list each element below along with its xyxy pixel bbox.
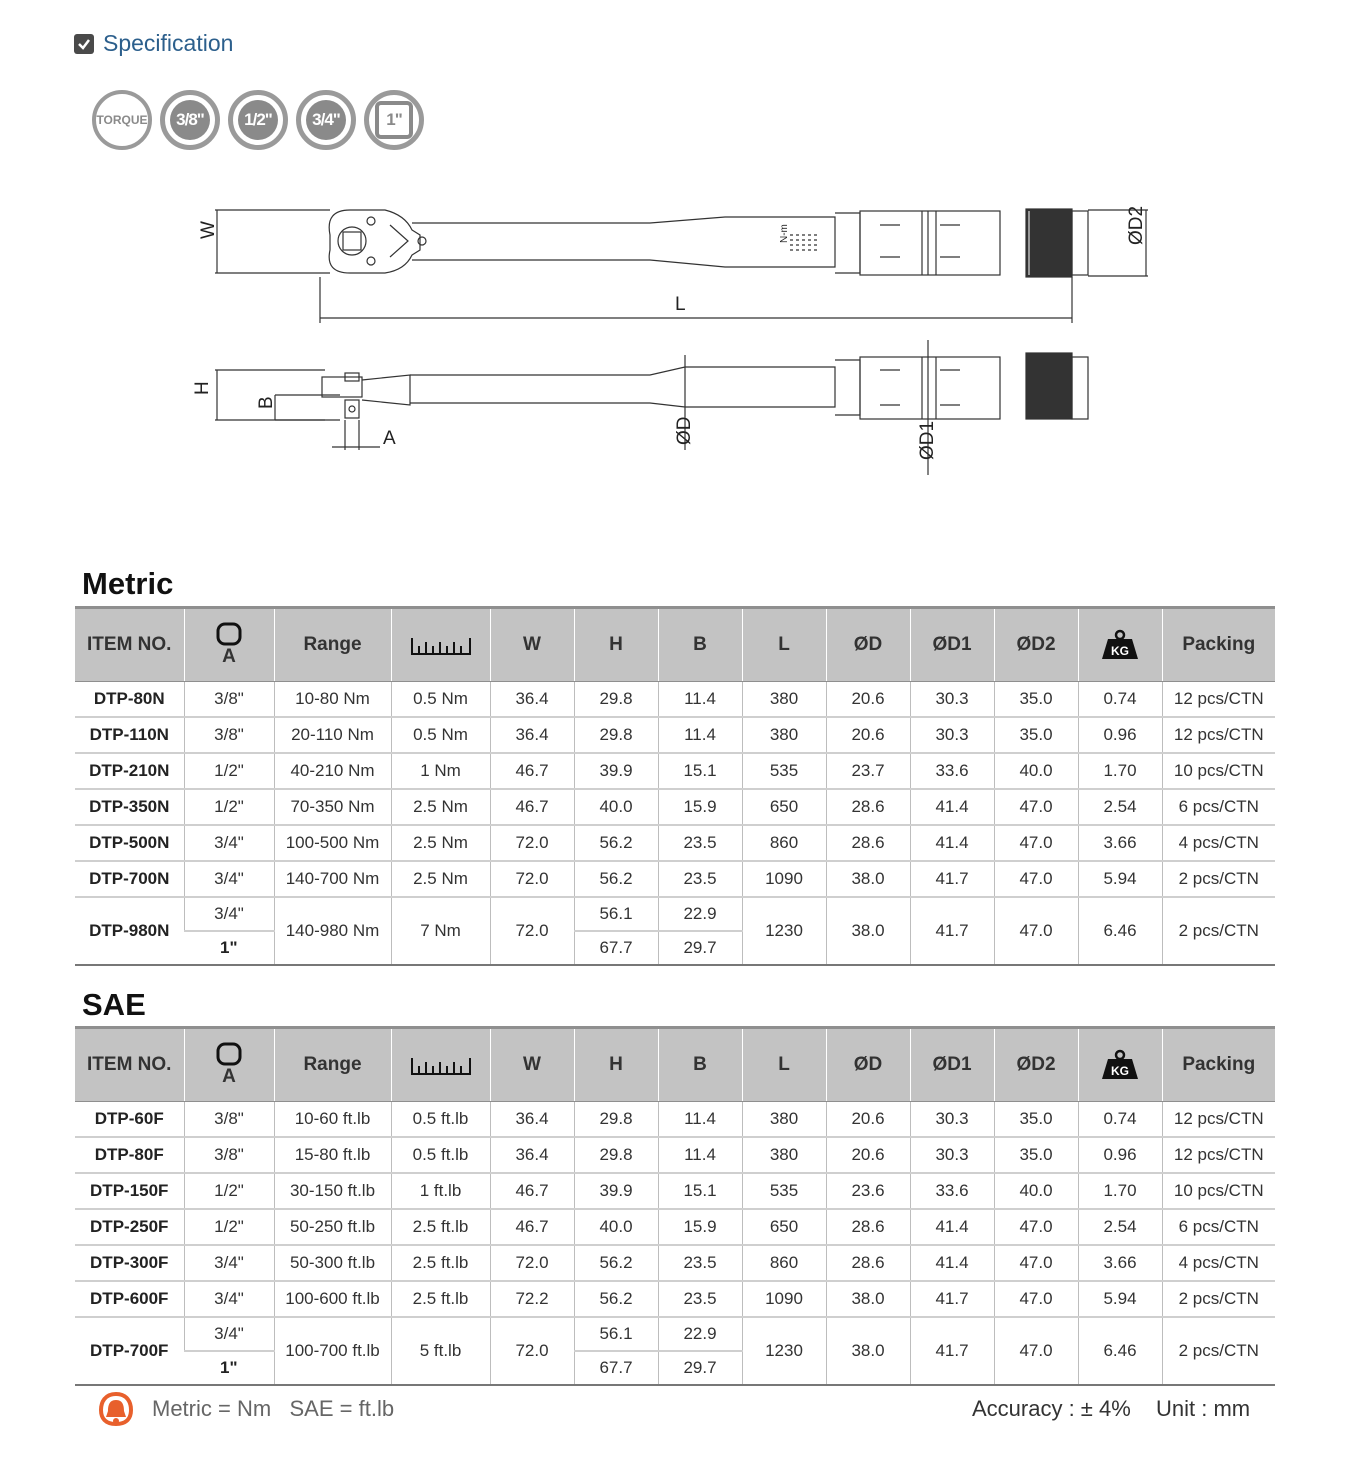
cell-d: 23.7 bbox=[826, 753, 910, 789]
header-d2: ØD2 bbox=[994, 608, 1078, 682]
cell-d2: 40.0 bbox=[994, 753, 1078, 789]
cell-item-no: DTP-250F bbox=[75, 1209, 184, 1245]
cell-d1: 41.7 bbox=[910, 897, 994, 965]
cell-range: 20-110 Nm bbox=[274, 717, 391, 753]
cell-b: 22.9 bbox=[658, 897, 742, 931]
cell-l: 535 bbox=[742, 1173, 826, 1209]
cell-d2: 47.0 bbox=[994, 789, 1078, 825]
weight-kg-icon bbox=[1100, 1049, 1140, 1081]
metric-spec-table bbox=[75, 606, 1275, 966]
weight-kg-text: KG bbox=[1111, 1064, 1129, 1078]
cell-b: 11.4 bbox=[658, 717, 742, 753]
dim-d1-label: ØD1 bbox=[917, 420, 938, 460]
cell-drive: 3/4" bbox=[184, 1317, 274, 1351]
header-b: B bbox=[658, 608, 742, 682]
header-item-no: ITEM NO. bbox=[75, 608, 184, 682]
cell-drive: 1" bbox=[184, 1351, 274, 1385]
cell-b: 11.4 bbox=[658, 1137, 742, 1173]
dim-h-label: H bbox=[192, 381, 213, 395]
cell-d1: 30.3 bbox=[910, 1137, 994, 1173]
cell-b: 11.4 bbox=[658, 1102, 742, 1138]
cell-scale: 7 Nm bbox=[391, 897, 490, 965]
unit-label: Unit : mm bbox=[1156, 1396, 1251, 1421]
scale-nm-label: N-m bbox=[779, 224, 790, 243]
cell-d: 28.6 bbox=[826, 825, 910, 861]
weight-kg-text: KG bbox=[1111, 644, 1129, 658]
table-row bbox=[75, 1245, 1275, 1281]
header-b: B bbox=[658, 1028, 742, 1102]
cell-d: 38.0 bbox=[826, 861, 910, 897]
cell-d2: 47.0 bbox=[994, 861, 1078, 897]
specification-title[interactable]: Specification bbox=[103, 30, 234, 56]
cell-range: 50-300 ft.lb bbox=[274, 1245, 391, 1281]
cell-d2: 47.0 bbox=[994, 1281, 1078, 1317]
cell-weight: 3.66 bbox=[1078, 1245, 1162, 1281]
cell-range: 100-600 ft.lb bbox=[274, 1281, 391, 1317]
cell-scale: 0.5 ft.lb bbox=[391, 1137, 490, 1173]
dim-a-label: A bbox=[383, 428, 396, 449]
table-row bbox=[75, 717, 1275, 753]
header-w: W bbox=[490, 608, 574, 682]
cell-h: 56.2 bbox=[574, 861, 658, 897]
header-drive bbox=[184, 608, 274, 682]
cell-w: 46.7 bbox=[490, 753, 574, 789]
cell-w: 72.2 bbox=[490, 1281, 574, 1317]
cell-item-no: DTP-350N bbox=[75, 789, 184, 825]
square-drive-icon bbox=[216, 1042, 242, 1066]
cell-l: 650 bbox=[742, 1209, 826, 1245]
cell-w: 36.4 bbox=[490, 717, 574, 753]
cell-drive: 1/2" bbox=[184, 1173, 274, 1209]
cell-d: 28.6 bbox=[826, 1245, 910, 1281]
cell-range: 15-80 ft.lb bbox=[274, 1137, 391, 1173]
cell-l: 650 bbox=[742, 789, 826, 825]
header-w: W bbox=[490, 1028, 574, 1102]
cell-d2: 47.0 bbox=[994, 1209, 1078, 1245]
cell-l: 1090 bbox=[742, 861, 826, 897]
table-row bbox=[75, 1281, 1275, 1317]
cell-packing: 2 pcs/CTN bbox=[1162, 861, 1275, 897]
cell-range: 10-80 Nm bbox=[274, 682, 391, 718]
cell-d1: 41.4 bbox=[910, 825, 994, 861]
cell-d: 38.0 bbox=[826, 1317, 910, 1385]
cell-h: 40.0 bbox=[574, 1209, 658, 1245]
cell-w: 72.0 bbox=[490, 1245, 574, 1281]
cell-b: 15.1 bbox=[658, 1173, 742, 1209]
cell-h: 56.1 bbox=[574, 897, 658, 931]
cell-d: 20.6 bbox=[826, 1102, 910, 1138]
header-h: H bbox=[574, 1028, 658, 1102]
cell-b: 23.5 bbox=[658, 1281, 742, 1317]
cell-drive: 1/2" bbox=[184, 1209, 274, 1245]
cell-d1: 41.7 bbox=[910, 861, 994, 897]
cell-d1: 33.6 bbox=[910, 1173, 994, 1209]
bell-note-icon bbox=[95, 1390, 137, 1430]
header-range: Range bbox=[274, 1028, 391, 1102]
cell-w: 72.0 bbox=[490, 1317, 574, 1385]
cell-w: 46.7 bbox=[490, 1173, 574, 1209]
cell-item-no: DTP-80F bbox=[75, 1137, 184, 1173]
cell-scale: 0.5 Nm bbox=[391, 717, 490, 753]
cell-b: 29.7 bbox=[658, 931, 742, 965]
cell-packing: 2 pcs/CTN bbox=[1162, 897, 1275, 965]
cell-drive: 1" bbox=[184, 931, 274, 965]
cell-drive: 3/8" bbox=[184, 1137, 274, 1173]
cell-w: 72.0 bbox=[490, 825, 574, 861]
cell-drive: 1/2" bbox=[184, 789, 274, 825]
unit-note: Metric = Nm SAE = ft.lb bbox=[152, 1396, 395, 1421]
cell-packing: 12 pcs/CTN bbox=[1162, 1102, 1275, 1138]
cell-l: 1230 bbox=[742, 897, 826, 965]
cell-d2: 35.0 bbox=[994, 1102, 1078, 1138]
cell-drive: 3/4" bbox=[184, 1281, 274, 1317]
torque-icon: TORQUE bbox=[92, 90, 152, 150]
cell-scale: 2.5 Nm bbox=[391, 861, 490, 897]
cell-weight: 6.46 bbox=[1078, 897, 1162, 965]
cell-b: 22.9 bbox=[658, 1317, 742, 1351]
cell-range: 140-700 Nm bbox=[274, 861, 391, 897]
cell-l: 1230 bbox=[742, 1317, 826, 1385]
cell-range: 100-500 Nm bbox=[274, 825, 391, 861]
cell-scale: 0.5 Nm bbox=[391, 682, 490, 718]
cell-b: 29.7 bbox=[658, 1351, 742, 1385]
cell-h: 40.0 bbox=[574, 789, 658, 825]
header-weight bbox=[1078, 1028, 1162, 1102]
header-packing: Packing bbox=[1162, 608, 1275, 682]
ruler-scale-icon bbox=[410, 1054, 472, 1076]
spec-footer bbox=[75, 1382, 1275, 1434]
header-d2: ØD2 bbox=[994, 1028, 1078, 1102]
sae-table-body bbox=[75, 1102, 1275, 1386]
cell-weight: 0.96 bbox=[1078, 717, 1162, 753]
table-row bbox=[75, 897, 1275, 931]
cell-d: 28.6 bbox=[826, 1209, 910, 1245]
cell-h: 56.2 bbox=[574, 1281, 658, 1317]
cell-b: 15.9 bbox=[658, 789, 742, 825]
cell-item-no: DTP-500N bbox=[75, 825, 184, 861]
cell-item-no: DTP-980N bbox=[75, 897, 184, 965]
cell-d: 20.6 bbox=[826, 682, 910, 718]
cell-range: 30-150 ft.lb bbox=[274, 1173, 391, 1209]
cell-d2: 47.0 bbox=[994, 897, 1078, 965]
wrench-dimension-diagram bbox=[180, 195, 1180, 485]
cell-d1: 41.4 bbox=[910, 1209, 994, 1245]
table-row bbox=[75, 1173, 1275, 1209]
cell-h: 29.8 bbox=[574, 1102, 658, 1138]
cell-w: 36.4 bbox=[490, 1102, 574, 1138]
table-row bbox=[75, 682, 1275, 718]
cell-b: 23.5 bbox=[658, 861, 742, 897]
cell-l: 380 bbox=[742, 682, 826, 718]
cell-range: 140-980 Nm bbox=[274, 897, 391, 965]
cell-range: 10-60 ft.lb bbox=[274, 1102, 391, 1138]
table-row bbox=[75, 825, 1275, 861]
drive-size-badges bbox=[92, 90, 424, 150]
cell-l: 535 bbox=[742, 753, 826, 789]
cell-packing: 6 pcs/CTN bbox=[1162, 789, 1275, 825]
cell-h: 56.1 bbox=[574, 1317, 658, 1351]
cell-packing: 6 pcs/CTN bbox=[1162, 1209, 1275, 1245]
cell-d1: 30.3 bbox=[910, 682, 994, 718]
cell-weight: 0.74 bbox=[1078, 1102, 1162, 1138]
cell-w: 36.4 bbox=[490, 682, 574, 718]
header-scale bbox=[391, 608, 490, 682]
cell-d1: 41.4 bbox=[910, 1245, 994, 1281]
header-drive-label: A bbox=[222, 1066, 236, 1087]
cell-b: 11.4 bbox=[658, 682, 742, 718]
dim-l-label: L bbox=[675, 294, 686, 315]
header-d: ØD bbox=[826, 608, 910, 682]
cell-l: 380 bbox=[742, 1102, 826, 1138]
cell-h: 39.9 bbox=[574, 753, 658, 789]
table-header-row bbox=[75, 1028, 1275, 1102]
header-item-no: ITEM NO. bbox=[75, 1028, 184, 1102]
metric-table-body bbox=[75, 682, 1275, 966]
cell-d1: 41.7 bbox=[910, 1317, 994, 1385]
cell-h: 39.9 bbox=[574, 1173, 658, 1209]
table-row bbox=[75, 753, 1275, 789]
drive-1-icon: 1" bbox=[364, 90, 424, 150]
cell-range: 40-210 Nm bbox=[274, 753, 391, 789]
header-h: H bbox=[574, 608, 658, 682]
cell-d: 20.6 bbox=[826, 717, 910, 753]
header-d: ØD bbox=[826, 1028, 910, 1102]
cell-weight: 1.70 bbox=[1078, 1173, 1162, 1209]
cell-d: 20.6 bbox=[826, 1137, 910, 1173]
cell-l: 1090 bbox=[742, 1281, 826, 1317]
header-drive-label: A bbox=[222, 646, 236, 667]
cell-scale: 2.5 Nm bbox=[391, 789, 490, 825]
cell-range: 100-700 ft.lb bbox=[274, 1317, 391, 1385]
cell-d2: 35.0 bbox=[994, 1137, 1078, 1173]
cell-d2: 47.0 bbox=[994, 825, 1078, 861]
header-l: L bbox=[742, 1028, 826, 1102]
cell-range: 50-250 ft.lb bbox=[274, 1209, 391, 1245]
cell-d2: 47.0 bbox=[994, 1245, 1078, 1281]
cell-packing: 2 pcs/CTN bbox=[1162, 1317, 1275, 1385]
cell-drive: 3/8" bbox=[184, 717, 274, 753]
cell-d: 38.0 bbox=[826, 897, 910, 965]
cell-d1: 30.3 bbox=[910, 717, 994, 753]
cell-item-no: DTP-60F bbox=[75, 1102, 184, 1138]
cell-scale: 1 ft.lb bbox=[391, 1173, 490, 1209]
cell-h: 67.7 bbox=[574, 1351, 658, 1385]
table-row bbox=[75, 1102, 1275, 1138]
cell-h: 29.8 bbox=[574, 682, 658, 718]
cell-drive: 3/4" bbox=[184, 825, 274, 861]
cell-weight: 3.66 bbox=[1078, 825, 1162, 861]
cell-scale: 0.5 ft.lb bbox=[391, 1102, 490, 1138]
cell-d1: 33.6 bbox=[910, 753, 994, 789]
dim-w-label: W bbox=[198, 221, 219, 239]
cell-l: 380 bbox=[742, 1137, 826, 1173]
cell-d: 28.6 bbox=[826, 789, 910, 825]
sae-title: SAE bbox=[82, 987, 146, 1022]
cell-weight: 2.54 bbox=[1078, 1209, 1162, 1245]
drive-3-4-icon: 3/4" bbox=[296, 90, 356, 150]
cell-h: 56.2 bbox=[574, 825, 658, 861]
cell-drive: 3/4" bbox=[184, 1245, 274, 1281]
header-d1: ØD1 bbox=[910, 608, 994, 682]
table-row bbox=[75, 861, 1275, 897]
specification-toggle[interactable] bbox=[74, 30, 233, 57]
table-row bbox=[75, 1137, 1275, 1173]
drive-1-2-icon: 1/2" bbox=[228, 90, 288, 150]
header-packing: Packing bbox=[1162, 1028, 1275, 1102]
cell-item-no: DTP-210N bbox=[75, 753, 184, 789]
cell-drive: 3/8" bbox=[184, 1102, 274, 1138]
cell-weight: 5.94 bbox=[1078, 861, 1162, 897]
header-d1: ØD1 bbox=[910, 1028, 994, 1102]
cell-item-no: DTP-700N bbox=[75, 861, 184, 897]
cell-scale: 5 ft.lb bbox=[391, 1317, 490, 1385]
cell-scale: 1 Nm bbox=[391, 753, 490, 789]
cell-packing: 12 pcs/CTN bbox=[1162, 717, 1275, 753]
sae-spec-table bbox=[75, 1026, 1275, 1386]
cell-h: 29.8 bbox=[574, 1137, 658, 1173]
cell-w: 36.4 bbox=[490, 1137, 574, 1173]
cell-d: 23.6 bbox=[826, 1173, 910, 1209]
cell-h: 29.8 bbox=[574, 717, 658, 753]
cell-d1: 30.3 bbox=[910, 1102, 994, 1138]
cell-l: 860 bbox=[742, 1245, 826, 1281]
drive-3-8-icon: 3/8" bbox=[160, 90, 220, 150]
cell-b: 15.9 bbox=[658, 1209, 742, 1245]
cell-packing: 10 pcs/CTN bbox=[1162, 1173, 1275, 1209]
cell-d1: 41.4 bbox=[910, 789, 994, 825]
cell-weight: 5.94 bbox=[1078, 1281, 1162, 1317]
weight-kg-icon bbox=[1100, 629, 1140, 661]
cell-b: 23.5 bbox=[658, 1245, 742, 1281]
accuracy-note: Accuracy : ± 4% bbox=[972, 1396, 1131, 1421]
table-row bbox=[75, 1209, 1275, 1245]
cell-item-no: DTP-600F bbox=[75, 1281, 184, 1317]
cell-drive: 3/4" bbox=[184, 897, 274, 931]
cell-packing: 12 pcs/CTN bbox=[1162, 682, 1275, 718]
cell-packing: 4 pcs/CTN bbox=[1162, 1245, 1275, 1281]
cell-range: 70-350 Nm bbox=[274, 789, 391, 825]
dim-d-label: ØD bbox=[674, 416, 695, 445]
cell-weight: 6.46 bbox=[1078, 1317, 1162, 1385]
cell-w: 72.0 bbox=[490, 861, 574, 897]
cell-d1: 41.7 bbox=[910, 1281, 994, 1317]
cell-w: 46.7 bbox=[490, 1209, 574, 1245]
cell-scale: 2.5 Nm bbox=[391, 825, 490, 861]
cell-d2: 47.0 bbox=[994, 1317, 1078, 1385]
header-drive bbox=[184, 1028, 274, 1102]
header-l: L bbox=[742, 608, 826, 682]
table-header-row bbox=[75, 608, 1275, 682]
cell-d: 38.0 bbox=[826, 1281, 910, 1317]
cell-scale: 2.5 ft.lb bbox=[391, 1281, 490, 1317]
header-weight bbox=[1078, 608, 1162, 682]
cell-h: 67.7 bbox=[574, 931, 658, 965]
table-row bbox=[75, 1317, 1275, 1351]
ruler-scale-icon bbox=[410, 634, 472, 656]
cell-item-no: DTP-80N bbox=[75, 682, 184, 718]
cell-weight: 0.96 bbox=[1078, 1137, 1162, 1173]
square-drive-icon bbox=[216, 622, 242, 646]
cell-drive: 1/2" bbox=[184, 753, 274, 789]
cell-scale: 2.5 ft.lb bbox=[391, 1209, 490, 1245]
dim-d2-label: ØD2 bbox=[1126, 205, 1147, 245]
cell-item-no: DTP-700F bbox=[75, 1317, 184, 1385]
cell-packing: 2 pcs/CTN bbox=[1162, 1281, 1275, 1317]
cell-item-no: DTP-110N bbox=[75, 717, 184, 753]
cell-packing: 10 pcs/CTN bbox=[1162, 753, 1275, 789]
cell-d2: 35.0 bbox=[994, 717, 1078, 753]
cell-weight: 2.54 bbox=[1078, 789, 1162, 825]
cell-item-no: DTP-150F bbox=[75, 1173, 184, 1209]
cell-drive: 3/4" bbox=[184, 861, 274, 897]
cell-h: 56.2 bbox=[574, 1245, 658, 1281]
cell-l: 860 bbox=[742, 825, 826, 861]
cell-packing: 4 pcs/CTN bbox=[1162, 825, 1275, 861]
cell-drive: 3/8" bbox=[184, 682, 274, 718]
header-range: Range bbox=[274, 608, 391, 682]
cell-item-no: DTP-300F bbox=[75, 1245, 184, 1281]
cell-b: 15.1 bbox=[658, 753, 742, 789]
cell-w: 72.0 bbox=[490, 897, 574, 965]
table-row bbox=[75, 789, 1275, 825]
cell-w: 46.7 bbox=[490, 789, 574, 825]
header-scale bbox=[391, 1028, 490, 1102]
cell-b: 23.5 bbox=[658, 825, 742, 861]
cell-weight: 1.70 bbox=[1078, 753, 1162, 789]
cell-d2: 35.0 bbox=[994, 682, 1078, 718]
cell-scale: 2.5 ft.lb bbox=[391, 1245, 490, 1281]
dim-b-label: B bbox=[256, 396, 277, 409]
metric-title: Metric bbox=[82, 566, 174, 601]
cell-l: 380 bbox=[742, 717, 826, 753]
checkbox-checked-icon[interactable] bbox=[74, 34, 94, 54]
cell-weight: 0.74 bbox=[1078, 682, 1162, 718]
cell-packing: 12 pcs/CTN bbox=[1162, 1137, 1275, 1173]
cell-d2: 40.0 bbox=[994, 1173, 1078, 1209]
